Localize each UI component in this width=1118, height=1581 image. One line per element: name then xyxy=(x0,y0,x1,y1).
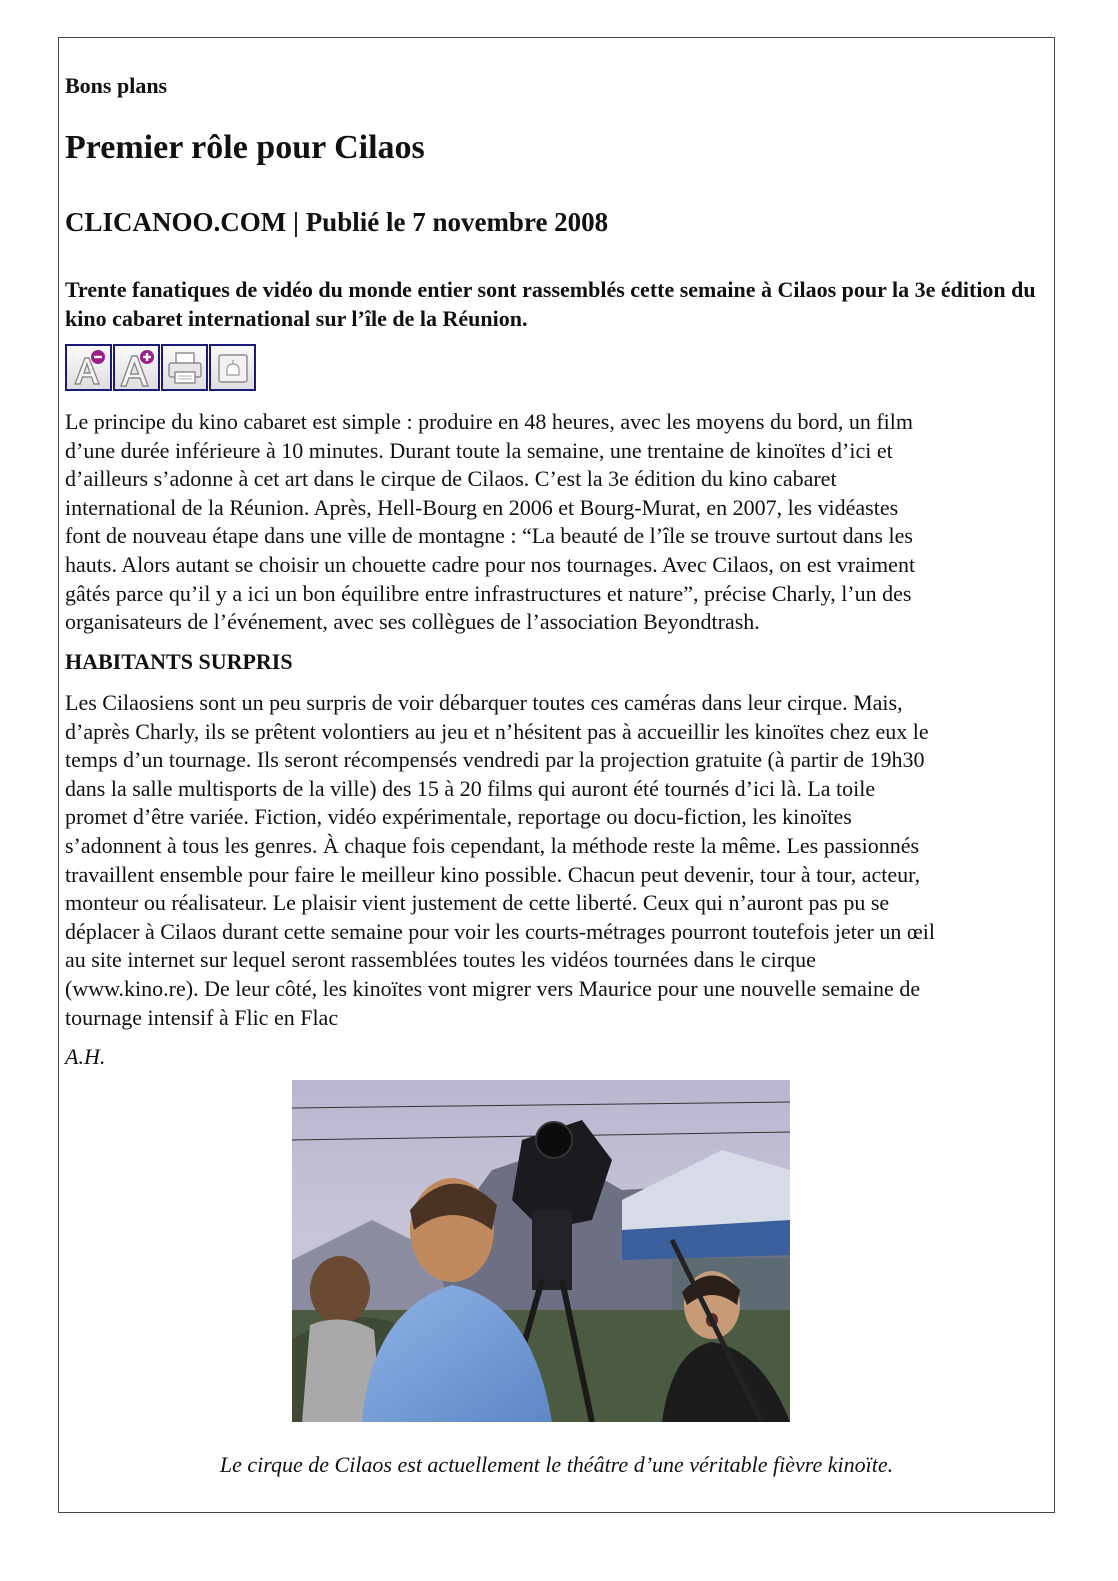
photo-caption: Le cirque de Cilaos est actuellement le théâtre d’une véritable fièvre kinoïte. xyxy=(219,1452,894,1477)
article-subhead: HABITANTS SURPRIS xyxy=(65,649,293,674)
paragraph-line: monteur ou réalisateur. Le plaisir vient justement de cette liberté. Ceux qui n’auront pas pu se xyxy=(65,890,890,916)
section-label: Bons plans xyxy=(65,73,168,98)
article-title: Premier rôle pour Cilaos xyxy=(65,129,425,166)
paragraph-line: travaillent ensemble pour faire le meilleur kino possible. Chacun peut devenir, tour à tour, acteur, xyxy=(65,861,921,887)
send-article-icon xyxy=(213,348,253,388)
print-button[interactable] xyxy=(161,344,208,391)
paragraph-line: font de nouveau étape dans une ville de montagne : “La beauté de l’île se trouve surtout dans les xyxy=(65,523,913,549)
paragraph-line: Les Cilaosiens sont un peu surpris de voir débarquer toutes ces caméras dans leur cirque. Mais, xyxy=(65,690,903,715)
paragraph-line: déplacer à Cilaos durant cette semaine pour voir les courts-métrages pourront toutefois jeter un œil xyxy=(65,918,935,944)
paragraph-line: gâtés parce qu’il y a ici un bon équilibre entre infrastructures et nature”, précise Charly, l’un des xyxy=(65,580,912,606)
text-decrease-icon xyxy=(69,348,109,388)
send-article-button[interactable] xyxy=(209,344,256,391)
paragraph-line: dans la salle multisports de la ville) des 15 à 20 films qui auront été tournés d’ici là. La toile xyxy=(65,775,876,801)
paragraph-line: temps d’un tournage. Ils seront récompensés vendredi par la projection gratuite (à partir de 19h30 xyxy=(65,747,925,773)
paragraph-line: d’ailleurs s’adonne à cet art dans le cirque de Cilaos. C’est la 3e édition du kino cabaret xyxy=(65,466,837,492)
film-crew-photo xyxy=(292,1080,790,1422)
paragraph-line: Le principe du kino cabaret est simple : produire en 48 heures, avec les moyens du bord, un film xyxy=(65,409,913,434)
paragraph-line: promet d’être variée. Fiction, vidéo expérimentale, reportage ou docu-fiction, les kinoïtes xyxy=(65,804,852,830)
text-increase-button[interactable] xyxy=(113,344,160,391)
text-decrease-button[interactable] xyxy=(65,344,112,391)
print-icon xyxy=(165,348,205,388)
paragraph-line: hauts. Alors autant se choisir un chouette cadre pour nos tournages. Avec Cilaos, on est vraiment xyxy=(65,551,916,577)
paragraph-line: international de la Réunion. Après, Hell-Bourg en 2006 et Bourg-Murat, en 2007, les vidéastes xyxy=(65,494,899,520)
paragraph-line: s’adonnent à tous les genres. À chaque fois cependant, la méthode reste la même. Les passionnés xyxy=(65,832,920,858)
paragraph-line: d’après Charly, ils se prêtent volontiers au jeu et n’hésitent pas à accueillir les kinoïtes chez eux le xyxy=(65,718,929,744)
paragraph-line: au site internet sur lequel seront rassemblées toutes les vidéos tournées dans le cirque xyxy=(65,947,816,973)
paragraph-line: organisateurs de l’événement, avec ses collègues de l’association Beyondtrash. xyxy=(65,609,760,635)
paragraph-line: tournage intensif à Flic en Flac xyxy=(65,1004,339,1030)
article-toolbar xyxy=(65,344,256,391)
paragraph-line: d’une durée inférieure à 10 minutes. Durant toute la semaine, une trentaine de kinoïtes d’ici et xyxy=(65,437,893,463)
article-lead: Trente fanatiques de vidéo du monde entier sont rassemblés cette semaine à Cilaos pour la 3e édition du kino cabaret international sur l’île de la Réunion. xyxy=(65,277,1036,331)
article-photo xyxy=(292,1080,790,1422)
paragraph-line: (www.kino.re). De leur côté, les kinoïtes vont migrer vers Maurice pour une nouvelle semaine de xyxy=(65,975,921,1001)
article-paragraph-1 xyxy=(65,408,1050,637)
article-byline: CLICANOO.COM | Publié le 7 novembre 2008 xyxy=(65,207,609,237)
text-increase-icon xyxy=(117,348,157,388)
article-paragraph-2 xyxy=(65,689,1050,1032)
article-signature: A.H. xyxy=(65,1044,106,1069)
